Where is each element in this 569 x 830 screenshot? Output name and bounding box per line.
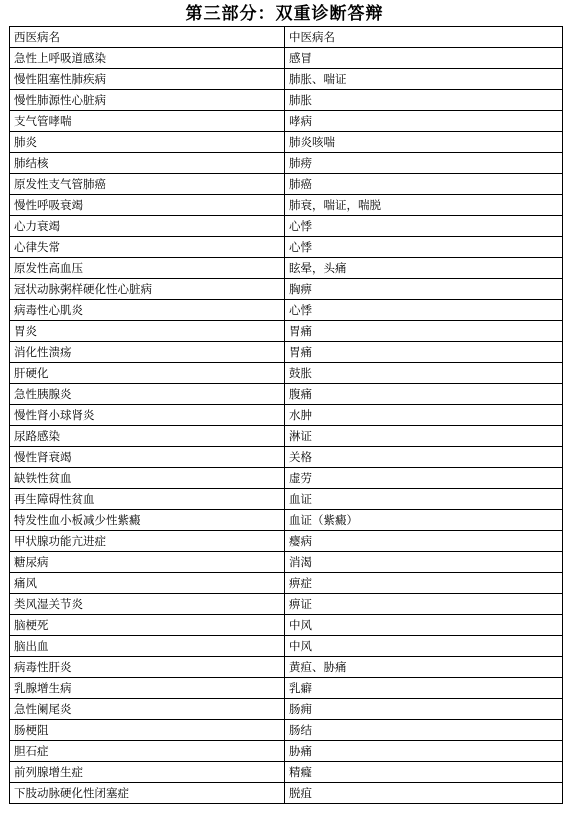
table-row [10,447,563,468]
western-disease-cell: 病毒性心肌炎 [10,300,285,321]
tcm-disease-cell: 鼓胀 [285,363,563,384]
table-row [10,678,563,699]
western-disease-cell: 脑出血 [10,636,285,657]
table-row [10,132,563,153]
table-row [10,720,563,741]
western-disease-cell: 前列腺增生症 [10,762,285,783]
western-disease-cell: 急性阑尾炎 [10,699,285,720]
tcm-disease-cell: 乳癖 [285,678,563,699]
tcm-disease-cell: 肺癌 [285,174,563,195]
western-disease-cell: 消化性溃疡 [10,342,285,363]
western-disease-cell: 肠梗阻 [10,720,285,741]
western-disease-cell: 慢性呼吸衰竭 [10,195,285,216]
table-row [10,573,563,594]
tcm-disease-cell: 痹症 [285,573,563,594]
tcm-disease-cell: 肺痨 [285,153,563,174]
western-disease-cell: 再生障碍性贫血 [10,489,285,510]
tcm-disease-cell: 眩晕，头痛 [285,258,563,279]
table-row [10,153,563,174]
western-disease-cell: 慢性阻塞性肺疾病 [10,69,285,90]
table-row [10,237,563,258]
western-disease-cell: 急性胰腺炎 [10,384,285,405]
western-disease-cell: 脑梗死 [10,615,285,636]
table-row [10,531,563,552]
table-row [10,699,563,720]
table-row [10,636,563,657]
tcm-disease-cell: 水肿 [285,405,563,426]
table-row [10,48,563,69]
table-row [10,405,563,426]
table-row [10,468,563,489]
table-row [10,489,563,510]
table-row [10,615,563,636]
table-row [10,762,563,783]
western-disease-cell: 尿路感染 [10,426,285,447]
western-disease-cell: 原发性支气管肺癌 [10,174,285,195]
western-disease-cell: 胃炎 [10,321,285,342]
western-disease-cell: 肝硬化 [10,363,285,384]
tcm-disease-cell: 精癃 [285,762,563,783]
western-disease-cell: 痛风 [10,573,285,594]
tcm-disease-cell: 哮病 [285,111,563,132]
table-row [10,174,563,195]
western-disease-cell: 支气管哮喘 [10,111,285,132]
tcm-disease-cell: 心悸 [285,237,563,258]
tcm-disease-cell: 消渴 [285,552,563,573]
table-row [10,195,563,216]
tcm-disease-cell: 感冒 [285,48,563,69]
diagnosis-table [9,26,563,804]
header-western-disease: 西医病名 [10,27,285,48]
tcm-disease-cell: 中风 [285,636,563,657]
western-disease-cell: 糖尿病 [10,552,285,573]
western-disease-cell: 心律失常 [10,237,285,258]
table-row [10,69,563,90]
table-row [10,363,563,384]
tcm-disease-cell: 黄疸、胁痛 [285,657,563,678]
western-disease-cell: 甲状腺功能亢进症 [10,531,285,552]
tcm-disease-cell: 淋证 [285,426,563,447]
tcm-disease-cell: 胸痹 [285,279,563,300]
tcm-disease-cell: 血证 [285,489,563,510]
tcm-disease-cell: 胁痛 [285,741,563,762]
table-row [10,657,563,678]
tcm-disease-cell: 肠结 [285,720,563,741]
western-disease-cell: 缺铁性贫血 [10,468,285,489]
western-disease-cell: 慢性肺源性心脏病 [10,90,285,111]
table-row [10,783,563,804]
western-disease-cell: 下肢动脉硬化性闭塞症 [10,783,285,804]
tcm-disease-cell: 心悸 [285,300,563,321]
western-disease-cell: 胆石症 [10,741,285,762]
table-row [10,90,563,111]
tcm-disease-cell: 腹痛 [285,384,563,405]
table-row [10,342,563,363]
tcm-disease-cell: 心悸 [285,216,563,237]
western-disease-cell: 乳腺增生病 [10,678,285,699]
tcm-disease-cell: 血证（紫癜） [285,510,563,531]
table-row [10,258,563,279]
table-row [10,384,563,405]
tcm-disease-cell: 肠痈 [285,699,563,720]
table-row [10,216,563,237]
tcm-disease-cell: 肺胀、喘证 [285,69,563,90]
table-row [10,594,563,615]
table-row [10,300,563,321]
tcm-disease-cell: 虚劳 [285,468,563,489]
western-disease-cell: 病毒性肝炎 [10,657,285,678]
table-row [10,279,563,300]
western-disease-cell: 慢性肾衰竭 [10,447,285,468]
western-disease-cell: 特发性血小板减少性紫癜 [10,510,285,531]
western-disease-cell: 冠状动脉粥样硬化性心脏病 [10,279,285,300]
western-disease-cell: 原发性高血压 [10,258,285,279]
western-disease-cell: 心力衰竭 [10,216,285,237]
western-disease-cell: 肺炎 [10,132,285,153]
table-row [10,111,563,132]
tcm-disease-cell: 中风 [285,615,563,636]
table-row [10,426,563,447]
tcm-disease-cell: 痹证 [285,594,563,615]
table-row [10,552,563,573]
tcm-disease-cell: 关格 [285,447,563,468]
western-disease-cell: 肺结核 [10,153,285,174]
tcm-disease-cell: 脱疽 [285,783,563,804]
tcm-disease-cell: 胃痛 [285,321,563,342]
page-title: 第三部分：双重诊断答辩 [185,4,384,24]
table-header-row [10,27,563,48]
tcm-disease-cell: 瘿病 [285,531,563,552]
tcm-disease-cell: 胃痛 [285,342,563,363]
table-row [10,510,563,531]
header-tcm-disease: 中医病名 [285,27,563,48]
table-row [10,741,563,762]
tcm-disease-cell: 肺衰，喘证，喘脱 [285,195,563,216]
western-disease-cell: 类风湿关节炎 [10,594,285,615]
western-disease-cell: 慢性肾小球肾炎 [10,405,285,426]
tcm-disease-cell: 肺炎咳喘 [285,132,563,153]
tcm-disease-cell: 肺胀 [285,90,563,111]
table-row [10,321,563,342]
western-disease-cell: 急性上呼吸道感染 [10,48,285,69]
table-body [10,48,563,804]
